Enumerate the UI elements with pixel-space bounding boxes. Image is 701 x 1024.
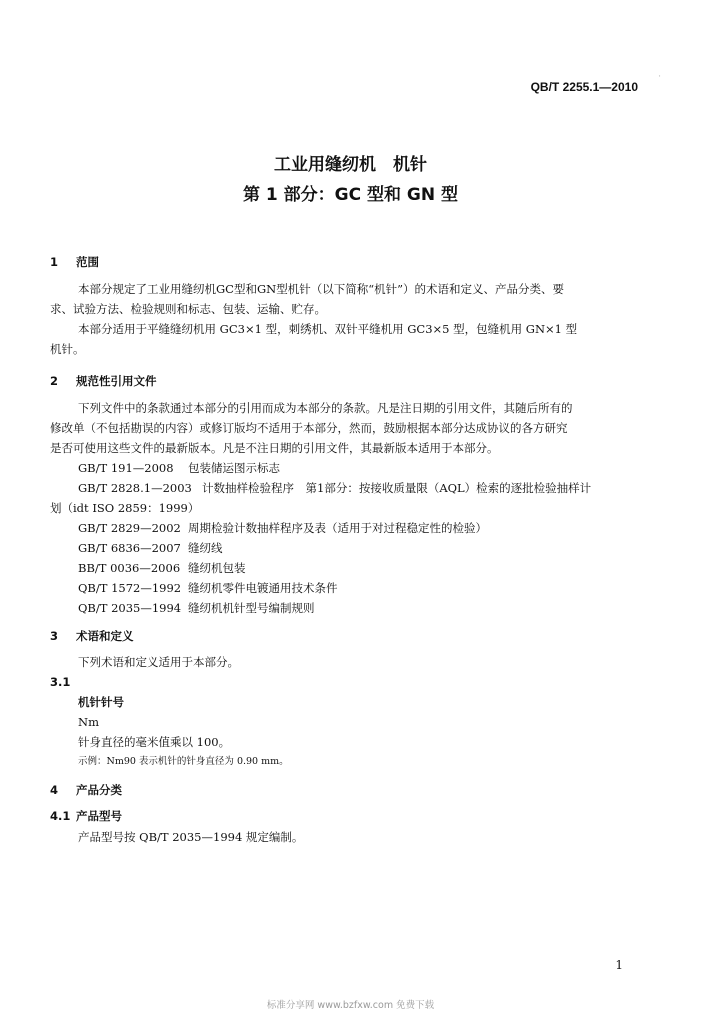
reference-title: 包装储运图示标志	[188, 461, 280, 475]
reference-code: BB/T 0036—2006	[78, 561, 181, 575]
term-name: 机针针号	[78, 695, 124, 709]
reference-title: 缝纫机机针型号编制规则	[188, 601, 315, 615]
watermark-footer: 标准分享网 www.bzfxw.com 免费下载	[266, 1000, 435, 1011]
term-definition: 针身直径的毫米值乘以 100。	[78, 735, 231, 749]
section-title: 术语和定义	[76, 629, 134, 643]
reference-code: GB/T 2828.1—2003	[78, 481, 192, 495]
reference-title: 周期检验计数抽样程序及表（适用于对过程稳定性的检验）	[188, 521, 487, 535]
standard-code: QB/T 2255.1—2010	[530, 80, 638, 94]
term-symbol: Nm	[78, 715, 99, 729]
paragraph-line: 产品型号按 QB/T 2035—1994 规定编制。	[78, 830, 304, 844]
reference-code: GB/T 6836—2007	[78, 541, 181, 555]
paragraph-line: 本部分适用于平缝缝纫机用 GC3×1 型，刺绣机、双针平缝机用 GC3×5 型，包缝机用 GN×1 型	[78, 322, 578, 336]
scan-mark: ·	[658, 72, 661, 82]
paragraph-line: 下列文件中的条款通过本部分的引用而成为本部分的条款。凡是注日期的引用文件，其随后所有的	[78, 401, 573, 415]
reference-item	[78, 598, 315, 618]
paragraph-line: 是否可使用这些文件的最新版本。凡是不注日期的引用文件，其最新版本适用于本部分。	[50, 441, 499, 455]
reference-item	[78, 578, 338, 598]
section-heading-scope	[50, 254, 99, 270]
term-example: 示例：Nm90 表示机针的针身直径为 0.90 mm。	[78, 756, 289, 767]
reference-continuation: 划（idt ISO 2859：1999）	[50, 501, 200, 515]
reference-item	[78, 558, 246, 578]
paragraph-line: 修改单（不包括勘误的内容）或修订版均不适用于本部分，然而，鼓励根据本部分达成协议的各方研究	[50, 421, 568, 435]
reference-item	[78, 538, 223, 558]
paragraph-line: 本部分规定了工业用缝纫机GC型和GN型机针（以下简称“机针”）的术语和定义、产品分类、要	[78, 282, 564, 296]
reference-title: 缝纫线	[188, 541, 223, 555]
section-title: 产品分类	[76, 783, 122, 797]
section-number: 3	[50, 629, 59, 643]
reference-code: GB/T 2829—2002	[78, 521, 181, 535]
reference-title: 缝纫机零件电镀通用技术条件	[188, 581, 338, 595]
subsection-heading-model	[50, 808, 122, 824]
section-heading-references	[50, 373, 157, 389]
paragraph-line: 求、试验方法、检验规则和标志、包装、运输、贮存。	[50, 302, 326, 316]
document-subtitle: 第 1 部分：GC 型和 GN 型	[242, 185, 459, 205]
section-number: 1	[50, 255, 59, 269]
page-number: 1	[615, 958, 623, 972]
reference-code: QB/T 2035—1994	[78, 601, 182, 615]
reference-item	[78, 458, 280, 478]
subsection-number: 4.1	[50, 809, 71, 823]
paragraph-line: 机针。	[50, 342, 85, 356]
term-number: 3.1	[50, 675, 71, 689]
section-title: 范围	[76, 255, 99, 269]
document-title: 工业用缝纫机 机针	[274, 155, 427, 175]
section-heading-terms	[50, 628, 134, 644]
paragraph-line: 下列术语和定义适用于本部分。	[78, 655, 239, 669]
reference-item	[78, 518, 487, 538]
section-number: 4	[50, 783, 59, 797]
reference-item	[78, 478, 591, 498]
reference-code: GB/T 191—2008	[78, 461, 174, 475]
reference-title: 缝纫机包装	[188, 561, 246, 575]
reference-title: 计数抽样检验程序 第1部分：按接收质量限（AQL）检索的逐批检验抽样计	[202, 481, 592, 495]
reference-code: QB/T 1572—1992	[78, 581, 182, 595]
section-title: 规范性引用文件	[76, 374, 157, 388]
section-heading-classification	[50, 782, 122, 798]
subsection-title: 产品型号	[76, 809, 122, 823]
section-number: 2	[50, 374, 59, 388]
